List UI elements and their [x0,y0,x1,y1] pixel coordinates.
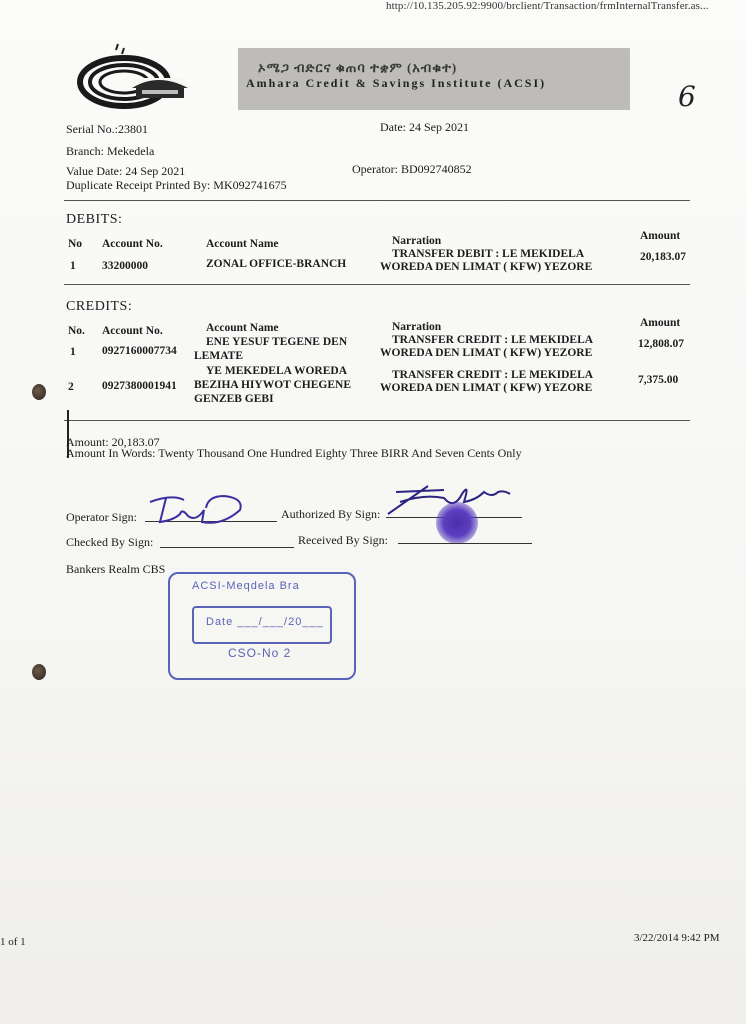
debit-row-amount: 20,183.07 [640,251,686,263]
credit-row-narration-line1: TRANSFER CREDIT : LE MEKIDELA [392,334,594,346]
institution-name-amharic: ኦሜጋ ብድርና ቁጠባ ተቋም (አብቁተ) [258,60,458,75]
total-amount: Amount: 20,183.07 [66,435,160,449]
branch-stamp [168,572,356,680]
credit-row-account-no: 0927160007734 [102,345,177,357]
credit-row-account-name-line2: LEMATE [194,350,243,362]
duplicate-printed-by: Duplicate Receipt Printed By: MK092741675 [66,178,287,192]
credit-row-no: 1 [70,346,76,358]
institution-name-english: Amhara Credit & Savings Institute (ACSI) [246,76,547,90]
checked-sign-label: Checked By Sign: [66,535,154,549]
credit-row-account-name-line3: GENZEB GEBI [194,393,274,405]
page-url: http://10.135.205.92:9900/brclient/Transaction/frmInternalTransfer.as... [386,0,709,12]
page-count: 1 of 1 [0,936,26,948]
credit-row-no: 2 [68,381,74,393]
amount-in-words: Amount In Words: Twenty Thousand One Hundred Eighty Three BIRR And Seven Cents Only [66,446,522,460]
credit-row-amount: 7,375.00 [638,374,679,386]
debit-row-account-name: ZONAL OFFICE-BRANCH [206,258,347,270]
divider [64,420,690,421]
system-name: Bankers Realm CBS [66,562,166,576]
debits-title: DEBITS: [66,212,123,227]
checked-sign-line [160,547,294,548]
stamp-branch: ACSI-Meqdela Bra [192,580,300,592]
stamp-date-box [192,606,332,644]
debits-col-amount: Amount [640,230,681,242]
credits-col-account-no: Account No. [102,325,163,337]
acsi-logo-icon [76,42,196,112]
divider [64,284,690,285]
credit-row-account-name-line1: ENE YESUF TEGENE DEN [206,336,348,348]
authorized-sign-label: Authorized By Sign: [281,507,381,521]
stamp-date: Date ___/___/20___ [206,616,324,628]
debits-col-narration: Narration [392,235,442,247]
credit-row-account-name-line2: BEZIHA HIYWOT CHEGENE [194,379,351,391]
punch-hole [32,384,46,400]
ink-blot [436,502,478,544]
operator-sign-label: Operator Sign: [66,510,137,524]
debit-row-account-no: 33200000 [102,260,148,272]
debits-col-account-no: Account No. [102,238,163,250]
received-sign-label: Received By Sign: [298,533,388,547]
credits-title: CREDITS: [66,299,133,314]
operator-signature-icon [144,490,256,530]
value-date: Value Date: 24 Sep 2021 [66,164,186,178]
debit-row-no: 1 [70,260,76,272]
printed-timestamp: 3/22/2014 9:42 PM [634,932,720,944]
handwritten-page-mark: 6 [678,80,696,113]
punch-hole [32,664,46,680]
stamp-cso: CSO-No 2 [228,646,292,660]
debits-col-no: No [68,238,83,250]
credit-row-amount: 12,808.07 [638,338,684,350]
credits-col-amount: Amount [640,317,681,329]
branch: Branch: Mekedela [66,144,155,158]
credits-col-account-name: Account Name [206,322,279,334]
debits-col-account-name: Account Name [206,238,279,250]
credits-col-no: No. [68,325,85,337]
debit-row-narration-line2: WOREDA DEN LIMAT ( KFW) YEZORE [380,261,593,273]
credit-row-narration-line2: WOREDA DEN LIMAT ( KFW) YEZORE [380,347,593,359]
credit-row-account-no: 0927380001941 [102,380,177,392]
divider [64,200,690,201]
credits-col-narration: Narration [392,321,442,333]
received-sign-line [398,543,532,544]
debit-row-narration-line1: TRANSFER DEBIT : LE MEKIDELA [392,248,585,260]
receipt-date: Date: 24 Sep 2021 [380,120,469,134]
credit-row-account-name-line1: YE MEKEDELA WOREDA [206,365,348,377]
credit-row-narration-line1: TRANSFER CREDIT : LE MEKIDELA [392,369,594,381]
serial-number: Serial No.:23801 [66,122,148,136]
operator-id: Operator: BD092740852 [352,162,472,176]
credit-row-narration-line2: WOREDA DEN LIMAT ( KFW) YEZORE [380,382,593,394]
